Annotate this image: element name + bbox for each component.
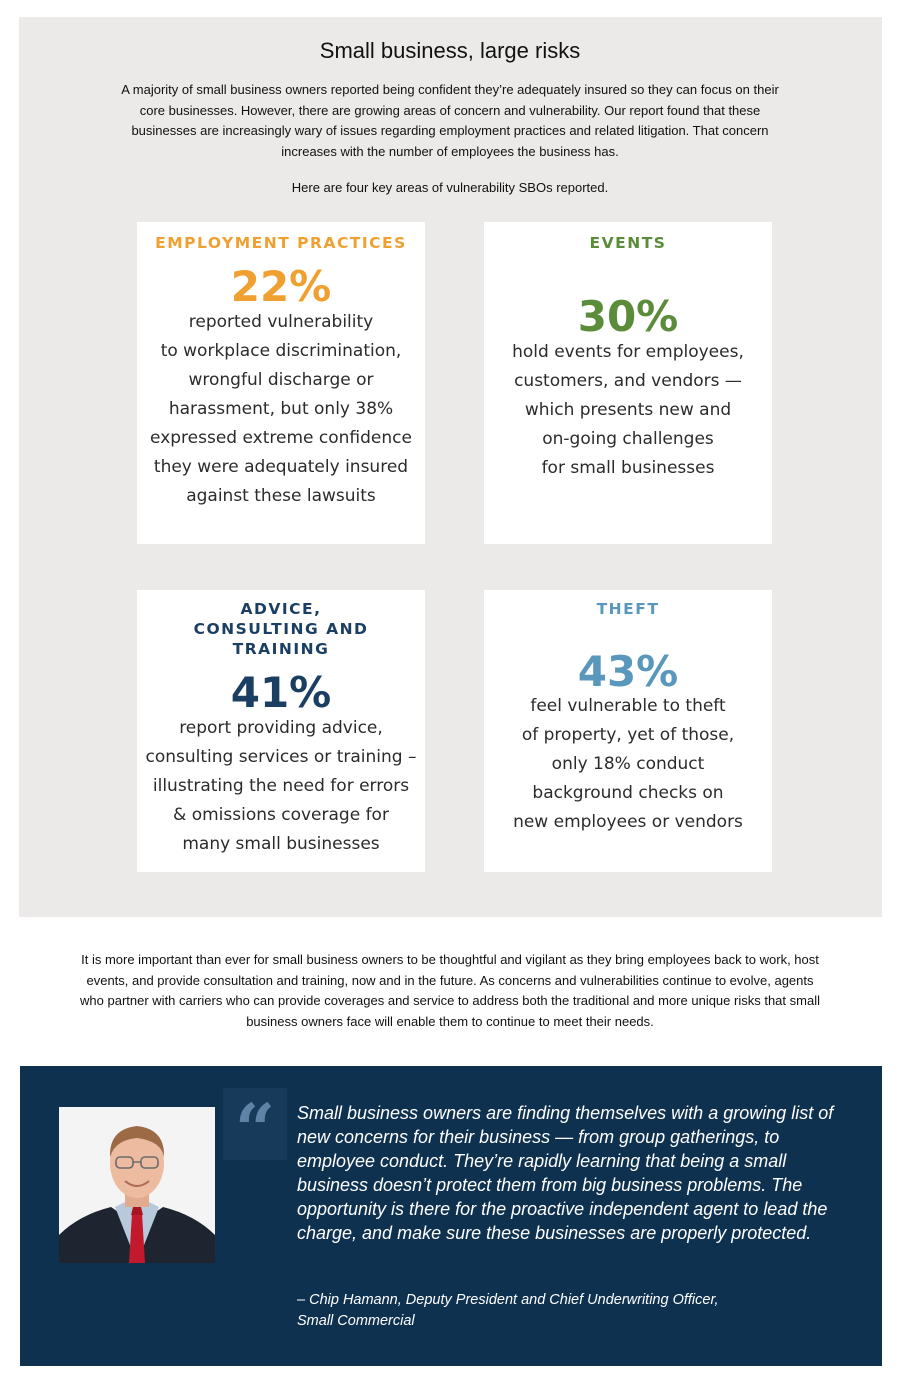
card-heading: EMPLOYMENT PRACTICES [155, 234, 407, 252]
card-description: hold events for employees, customers, and vendors — which presents new and on-going challenges for small businesses [512, 342, 744, 478]
card-stat: 43% [577, 647, 679, 696]
card-stat: 30% [577, 292, 679, 341]
card-description: feel vulnerable to theft of property, yet of those, only 18% conduct background checks on new employees or vendors [513, 696, 743, 832]
card-description: report providing advice, consulting services or training – illustrating the need for errors & omissions coverage for many small businesses [145, 718, 417, 854]
card-advice-consulting-training [137, 590, 425, 872]
card-theft [484, 590, 772, 872]
card-employment-practices [137, 222, 425, 544]
executive-portrait [59, 1107, 215, 1263]
card-stat: 41% [230, 668, 332, 717]
card-events [484, 222, 772, 544]
closing-paragraph: It is more important than ever for small business owners to be thoughtful and vigilant as they bring employees back to work, host events, and provide consultation and training, now and in the future. As concerns and vulnerabilities continue to evolve, agents who partner with carriers who can provide coverages and service to address both the traditional and more unique risks that small business owners face will enable them to continue to meet their needs. [80, 952, 820, 1029]
intro-paragraph: A majority of small business owners reported being confident they’re adequately insured so they can focus on their core businesses. However, there are growing areas of concern and vulnerability. Our report found that these businesses are increasingly wary of issues regarding employment practices and related litigation. That concern increases with the number of employees the business has. [121, 82, 779, 159]
page-title: Small business, large risks [319, 38, 581, 63]
card-description: reported vulnerability to workplace discrimination, wrongful discharge or harassment, but only 38% expressed extreme confidence they were adequately insured against these lawsuits [150, 312, 412, 506]
card-heading: THEFT [596, 600, 660, 618]
quote-text: Small business owners are finding themselves with a growing list of new concerns for their business — from group gatherings, to employee conduct. They’re rapidly learning that being a small business doesn’t protect them from big business problems. The opportunity is there for the proactive independent agent to lead the charge, and make sure these businesses are properly protected. [297, 1103, 834, 1243]
quote-mark-box [223, 1088, 287, 1171]
key-areas-caption: Here are four key areas of vulnerability SBOs reported. [291, 180, 609, 195]
quotation-mark-icon: “ [234, 1088, 276, 1171]
quote-attribution: – Chip Hamann, Deputy President and Chief Underwriting Officer, Small Commercial [297, 1292, 719, 1329]
card-heading: EVENTS [589, 234, 667, 252]
card-heading: ADVICE, CONSULTING AND TRAINING [193, 600, 369, 658]
card-stat: 22% [230, 262, 332, 311]
